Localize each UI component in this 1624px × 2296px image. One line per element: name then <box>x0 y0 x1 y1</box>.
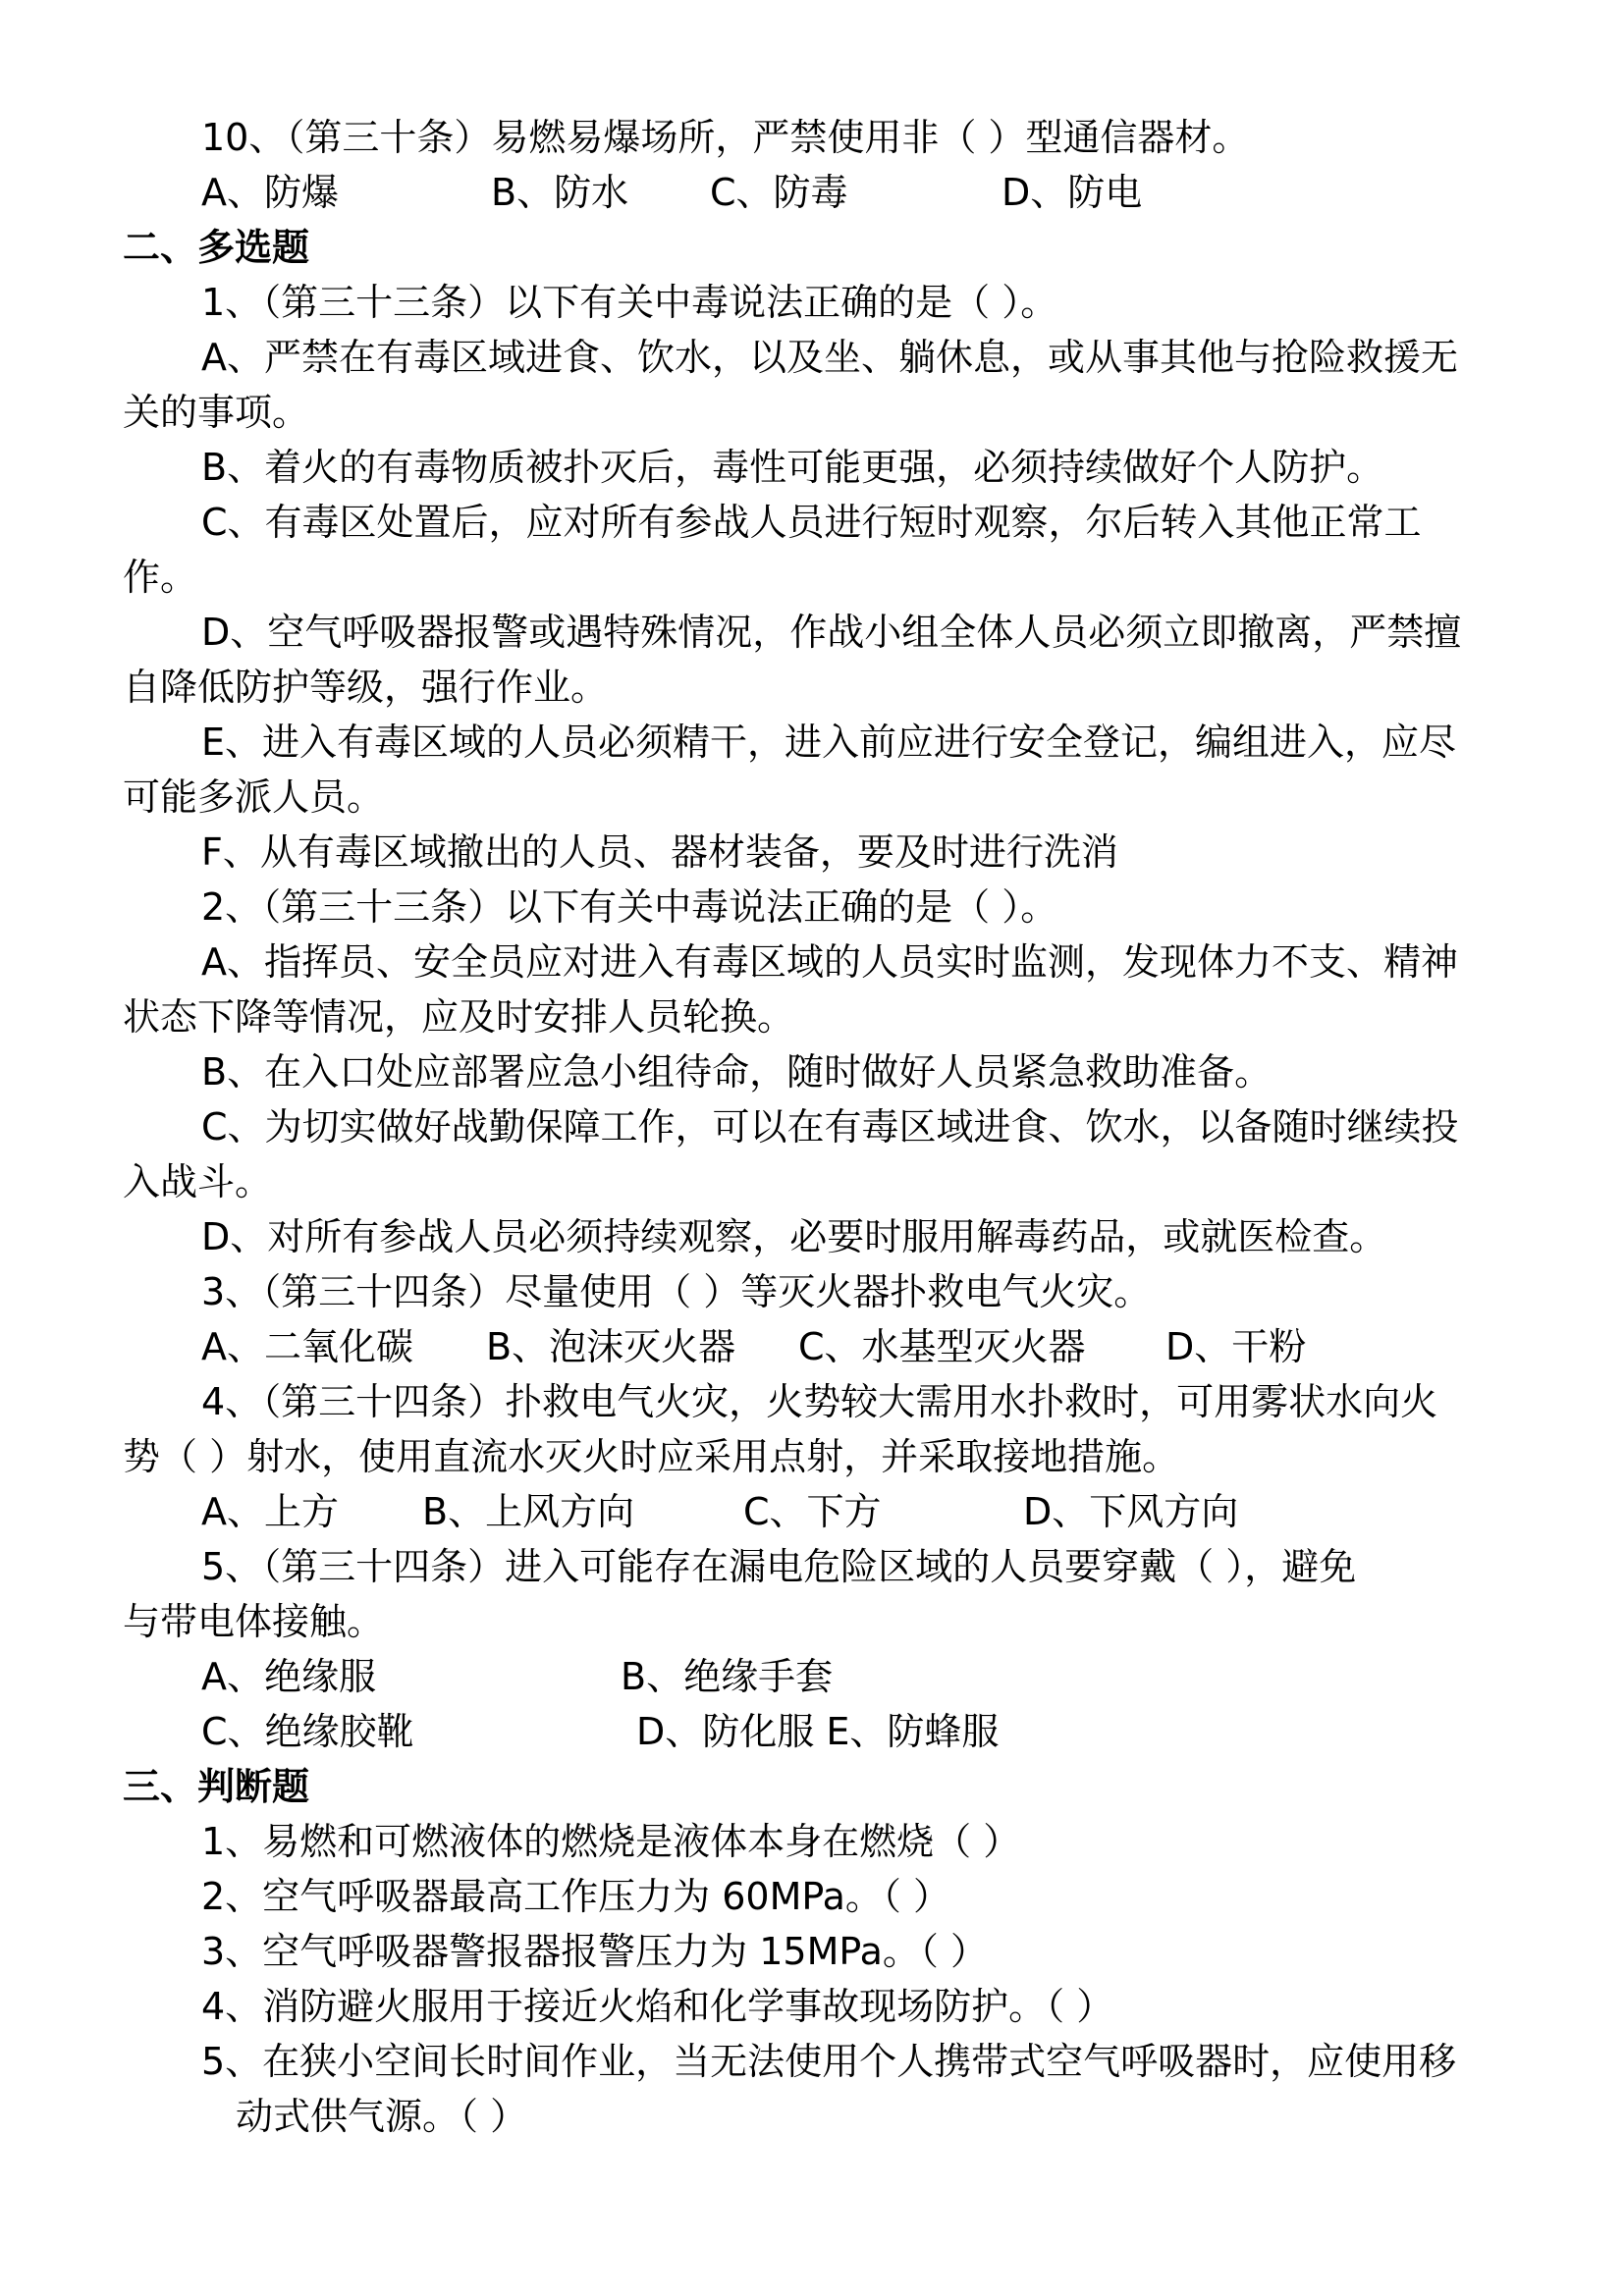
option-b: B、防水 <box>491 171 629 214</box>
mc-q1-option-b: B、着火的有毒物质被扑灭后，毒性可能更强，必须持续做好个人防护。 <box>201 446 1384 489</box>
question-10: 10、（第三十条）易燃易爆场所，严禁使用非（ ）型通信器材。 <box>201 116 1250 159</box>
mc-q1-option-e: E、进入有毒区域的人员必须精干，进入前应进行安全登记，编组进入，应尽 <box>201 721 1457 764</box>
mc-q1-option-c: C、有毒区处置后，应对所有参战人员进行短时观察，尔后转入其他正常工 <box>201 501 1422 544</box>
option-d-e: D、防化服 E、防蜂服 <box>636 1710 1000 1753</box>
mc-question-5-cont: 与带电体接触。 <box>123 1600 385 1643</box>
mc-q1-option-d-cont: 自降低防护等级，强行作业。 <box>123 666 609 709</box>
mc-question-5: 5、（第三十四条）进入可能存在漏电危险区域的人员要穿戴（ ），避免 <box>201 1545 1357 1588</box>
tf-item-2: 2、空气呼吸器最高工作压力为 60MPa。（ ） <box>201 1875 950 1918</box>
mc-q2-option-c-cont: 入战斗。 <box>123 1160 273 1203</box>
section-heading-true-false: 三、判断题 <box>123 1765 310 1808</box>
option-c: C、绝缘胶靴 <box>201 1710 414 1753</box>
mc-q1-option-a-cont: 关的事项。 <box>123 391 310 434</box>
mc-q2-option-a: A、指挥员、安全员应对进入有毒区域的人员实时监测，发现体力不支、精神 <box>201 940 1458 984</box>
tf-item-1: 1、易燃和可燃液体的燃烧是液体本身在燃烧（ ） <box>201 1820 1021 1863</box>
option-b: B、泡沫灭火器 <box>486 1325 736 1368</box>
option-a: A、防爆 <box>201 171 339 214</box>
tf-item-3: 3、空气呼吸器警报器报警压力为 15MPa。（ ） <box>201 1930 988 1973</box>
option-a: A、上方 <box>201 1490 339 1533</box>
mc-question-3: 3、（第三十四条）尽量使用（ ）等灭火器扑救电气火灾。 <box>201 1270 1152 1313</box>
option-c: C、水基型灭火器 <box>798 1325 1086 1368</box>
section-heading-multi: 二、多选题 <box>123 226 310 269</box>
option-a: A、绝缘服 <box>201 1655 376 1698</box>
option-b: B、上风方向 <box>422 1490 635 1533</box>
option-d: D、干粉 <box>1165 1325 1307 1368</box>
tf-item-5-cont: 动式供气源。（ ） <box>236 2095 528 2138</box>
mc-q1-option-e-cont: 可能多派人员。 <box>123 775 385 819</box>
mc-q1-option-a: A、严禁在有毒区域进食、饮水，以及坐、躺休息，或从事其他与抢险救援无 <box>201 336 1458 379</box>
option-d: D、下风方向 <box>1023 1490 1239 1533</box>
mc-q2-option-a-cont: 状态下降等情况，应及时安排人员轮换。 <box>123 995 795 1039</box>
mc-q1-option-c-cont: 作。 <box>123 556 198 599</box>
option-b: B、绝缘手套 <box>621 1655 834 1698</box>
tf-item-4: 4、消防避火服用于接近火焰和化学事故现场防护。（ ） <box>201 1985 1114 2028</box>
option-a: A、二氧化碳 <box>201 1325 413 1368</box>
option-c: C、防毒 <box>710 171 848 214</box>
mc-question-2: 2、（第三十三条）以下有关中毒说法正确的是（ ）。 <box>201 885 1058 929</box>
mc-question-1: 1、（第三十三条）以下有关中毒说法正确的是（ ）。 <box>201 281 1058 324</box>
tf-item-5: 5、在狭小空间长时间作业，当无法使用个人携带式空气呼吸器时，应使用移 <box>201 2040 1457 2083</box>
option-c: C、下方 <box>743 1490 882 1533</box>
mc-q2-option-c: C、为切实做好战勤保障工作，可以在有毒区域进食、饮水，以备随时继续投 <box>201 1105 1459 1148</box>
mc-question-4-cont: 势（ ）射水，使用直流水灭火时应采用点射，并采取接地措施。 <box>123 1435 1180 1478</box>
mc-q1-option-d: D、空气呼吸器报警或遇特殊情况，作战小组全体人员必须立即撤离，严禁擅 <box>201 611 1462 654</box>
mc-question-4: 4、（第三十四条）扑救电气火灾，火势较大需用水扑救时，可用雾状水向火 <box>201 1380 1438 1423</box>
mc-q2-option-d: D、对所有参战人员必须持续观察，必要时服用解毒药品，或就医检查。 <box>201 1215 1387 1258</box>
mc-q2-option-b: B、在入口处应部署应急小组待命，随时做好人员紧急救助准备。 <box>201 1050 1272 1094</box>
mc-q1-option-f: F、从有毒区域撤出的人员、器材装备，要及时进行洗消 <box>201 830 1118 874</box>
option-d: D、防电 <box>1001 171 1143 214</box>
